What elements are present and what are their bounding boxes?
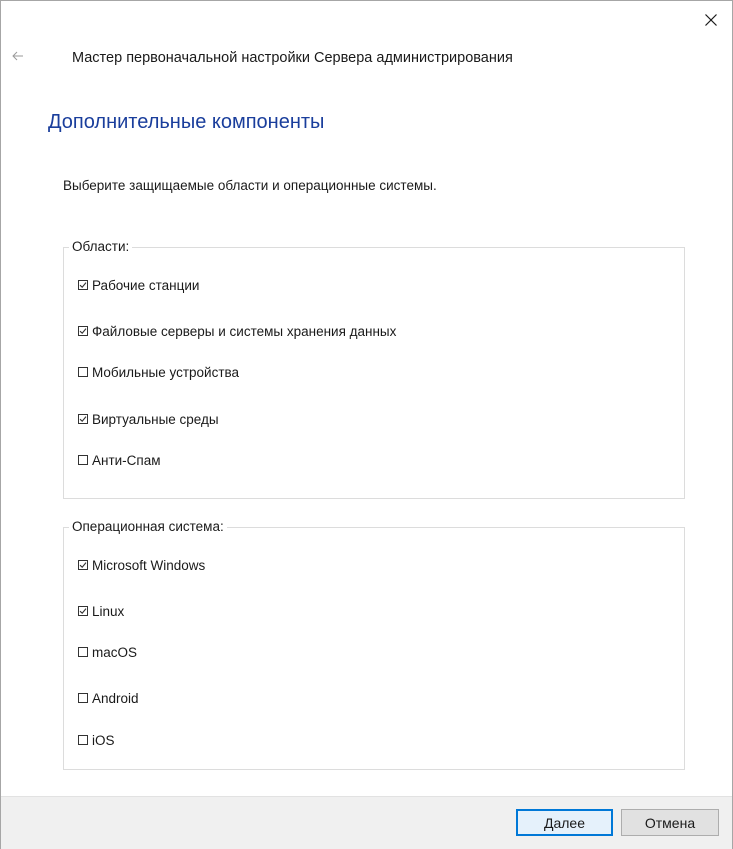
checkbox-box[interactable] <box>78 560 88 570</box>
checkbox-label: Файловые серверы и системы хранения данных <box>92 323 397 339</box>
checkbox-box[interactable] <box>78 735 88 745</box>
footer-bar <box>1 796 732 849</box>
checkbox-label: Анти-Спам <box>92 452 161 468</box>
checkbox-box[interactable] <box>78 414 88 424</box>
checkbox-label: Android <box>92 690 139 706</box>
checkbox-mobile-devices[interactable] <box>78 363 239 381</box>
checkbox-windows[interactable] <box>78 556 205 574</box>
checkbox-anti-spam[interactable] <box>78 451 161 469</box>
checkbox-workstations[interactable] <box>78 276 199 294</box>
cancel-button[interactable]: Отмена <box>621 809 719 836</box>
checkbox-linux[interactable] <box>78 602 124 620</box>
wizard-title: Мастер первоначальной настройки Сервера администрирования <box>72 50 513 66</box>
areas-group <box>63 239 685 499</box>
checkbox-box[interactable] <box>78 367 88 377</box>
checkbox-box[interactable] <box>78 326 88 336</box>
checkbox-box[interactable] <box>78 280 88 290</box>
checkbox-ios[interactable] <box>78 731 115 749</box>
checkbox-file-servers[interactable] <box>78 322 396 340</box>
close-icon <box>704 13 718 27</box>
back-arrow-icon <box>12 51 24 61</box>
checkbox-label: Microsoft Windows <box>92 557 206 573</box>
checkbox-box[interactable] <box>78 455 88 465</box>
checkbox-virtual-environments[interactable] <box>78 410 219 428</box>
checkmark-icon <box>79 327 87 335</box>
checkbox-label: Рабочие станции <box>92 277 200 293</box>
checkbox-box[interactable] <box>78 693 88 703</box>
checkbox-label: iOS <box>92 732 115 748</box>
checkmark-icon <box>79 415 87 423</box>
instruction-text: Выберите защищаемые области и операционные системы. <box>63 178 437 193</box>
checkmark-icon <box>79 561 87 569</box>
checkmark-icon <box>79 607 87 615</box>
next-button[interactable]: Далее <box>516 809 613 836</box>
page-heading: Дополнительные компоненты <box>48 111 325 133</box>
checkbox-android[interactable] <box>78 689 139 707</box>
areas-group-legend: Области: <box>69 239 132 254</box>
checkbox-label: Мобильные устройства <box>92 364 240 380</box>
checkbox-macos[interactable] <box>78 643 137 661</box>
checkbox-label: macOS <box>92 644 138 660</box>
checkbox-label: Виртуальные среды <box>92 411 219 427</box>
checkbox-box[interactable] <box>78 647 88 657</box>
os-group-legend: Операционная система: <box>69 519 227 534</box>
checkbox-label: Linux <box>92 603 125 619</box>
checkmark-icon <box>79 281 87 289</box>
back-button[interactable] <box>9 47 27 65</box>
close-button[interactable] <box>698 7 724 33</box>
checkbox-box[interactable] <box>78 606 88 616</box>
os-group <box>63 519 685 770</box>
